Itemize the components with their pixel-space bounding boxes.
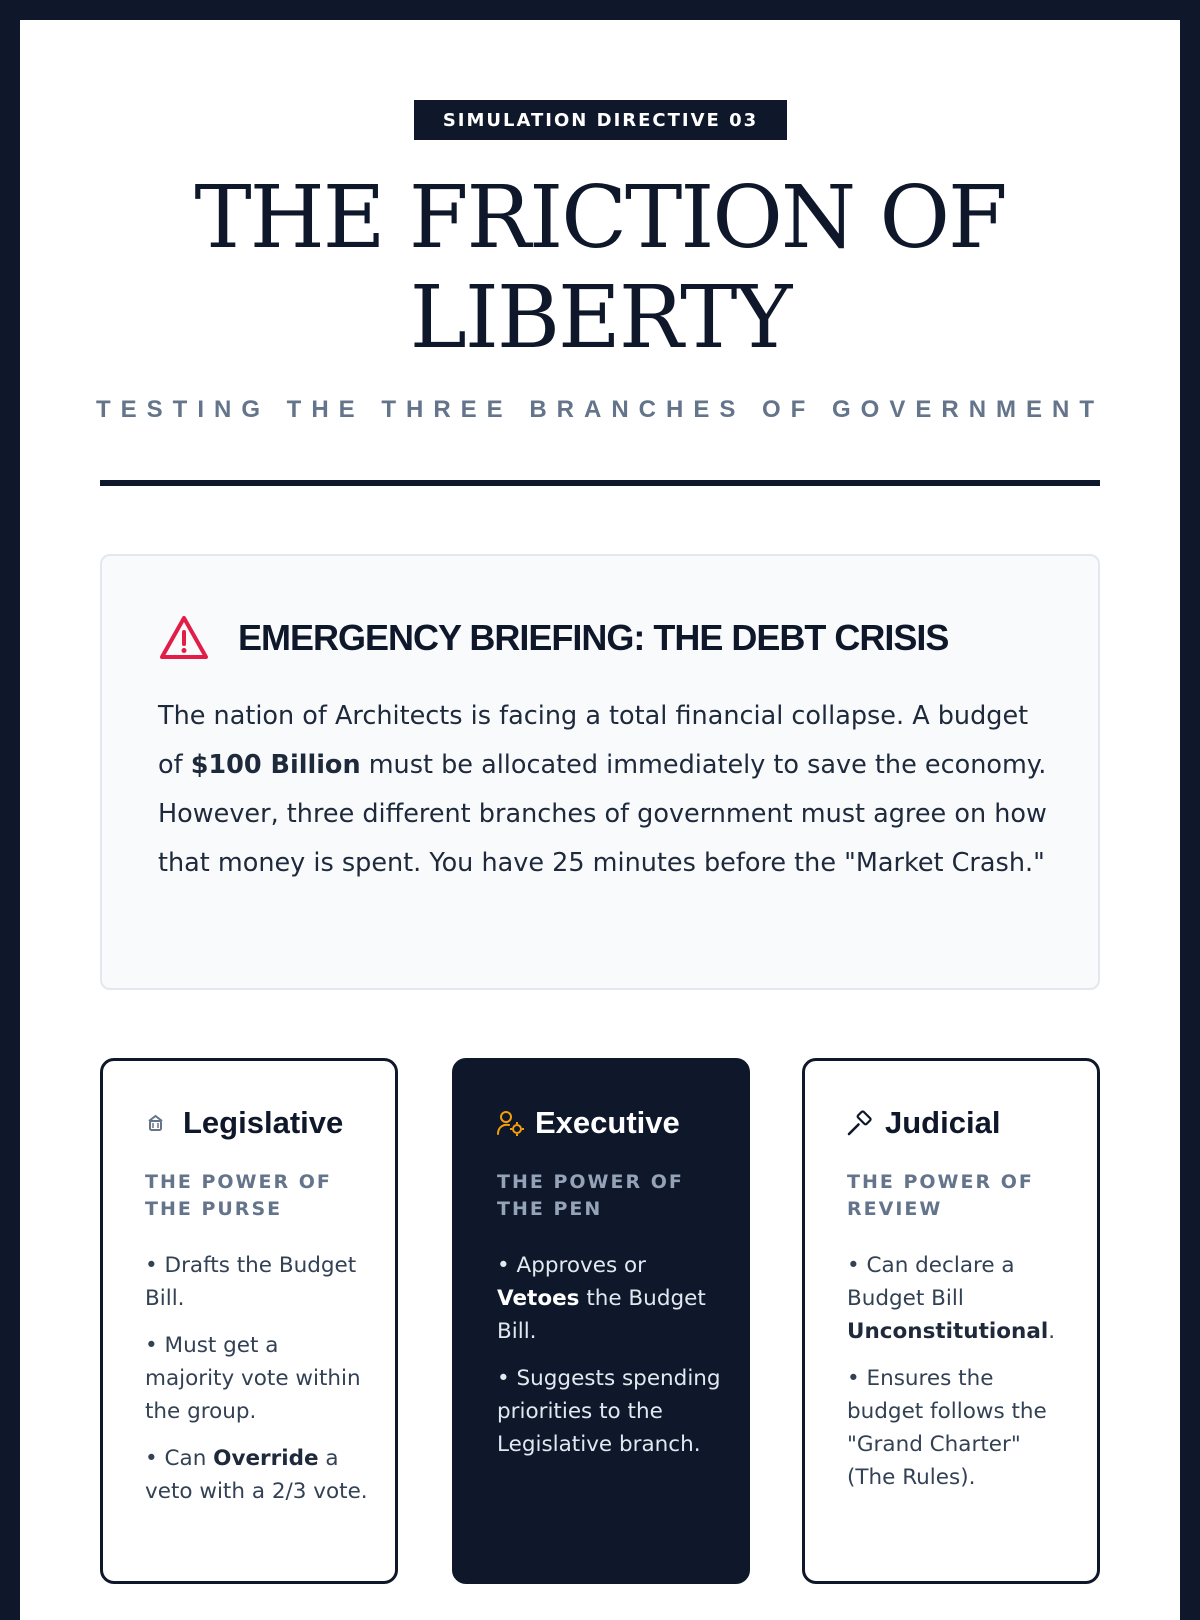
- judicial-duties: [847, 1249, 1075, 1508]
- warning-triangle-icon: [158, 614, 210, 662]
- legislative-card: [100, 1058, 398, 1584]
- page-title: THE FRICTION OF LIBERTY: [194, 168, 1006, 368]
- list-item-text: • Can declare a Budget Bill: [847, 1253, 1015, 1311]
- building-icon: [143, 1108, 173, 1138]
- briefing-text-part: The nation of Architects is facing a total financial collapse. A budget of: [158, 701, 1029, 780]
- briefing-header: [158, 614, 948, 662]
- list-item-text: .: [1048, 1319, 1056, 1344]
- briefing-title: EMERGENCY BRIEFING: THE DEBT CRISIS: [238, 617, 949, 658]
- executive-title: Executive: [535, 1105, 680, 1140]
- list-item: [847, 1249, 1075, 1348]
- executive-duties: [497, 1249, 725, 1475]
- briefing-text-part: must be allocated immediately to save the economy. However, three different branches of government must agree on how that money is spent. You have 25 minutes before the "Market Crash.": [158, 750, 1047, 878]
- budget-amount: $100 Billion: [190, 750, 361, 780]
- gavel-icon: [845, 1108, 875, 1138]
- judicial-title: Judicial: [885, 1105, 1001, 1140]
- override-term: Override: [213, 1446, 319, 1471]
- directive-tag: SIMULATION DIRECTIVE 03: [414, 100, 787, 140]
- list-item-text: a veto with a 2/3 vote.: [145, 1446, 368, 1504]
- legislative-title: Legislative: [183, 1105, 344, 1140]
- briefing-text: [158, 692, 1048, 888]
- list-item: • Drafts the Budget Bill.: [145, 1253, 357, 1311]
- executive-power: THE POWER OF THE PEN: [497, 1171, 684, 1220]
- emergency-briefing-panel: [100, 554, 1100, 990]
- legislative-card-header: [143, 1105, 343, 1141]
- user-settings-icon: [495, 1108, 525, 1138]
- list-item-text: • Approves or: [497, 1253, 647, 1278]
- judicial-card-header: [845, 1105, 1000, 1141]
- list-item: • Must get a majority vote within the group.: [145, 1333, 361, 1424]
- list-item: [497, 1249, 725, 1348]
- legislative-power: THE POWER OF THE PURSE: [145, 1171, 332, 1220]
- list-item: • Suggests spending priorities to the Legislative branch.: [497, 1366, 721, 1457]
- header-divider: [100, 480, 1100, 486]
- list-item-text: • Can: [145, 1446, 214, 1471]
- judicial-power: THE POWER OF REVIEW: [847, 1171, 1034, 1220]
- list-item: [145, 1442, 373, 1508]
- unconstitutional-term: Unconstitutional: [847, 1319, 1049, 1344]
- list-item: • Ensures the budget follows the "Grand Charter" (The Rules).: [847, 1366, 1047, 1490]
- legislative-duties: [145, 1249, 373, 1522]
- executive-card-header: [495, 1105, 680, 1141]
- list-item-text: the Budget Bill.: [497, 1286, 706, 1344]
- page-subtitle: TESTING THE THREE BRANCHES OF GOVERNMENT: [95, 396, 1105, 423]
- executive-card: [452, 1058, 750, 1584]
- vetoes-term: Vetoes: [497, 1286, 580, 1311]
- judicial-card: [802, 1058, 1100, 1584]
